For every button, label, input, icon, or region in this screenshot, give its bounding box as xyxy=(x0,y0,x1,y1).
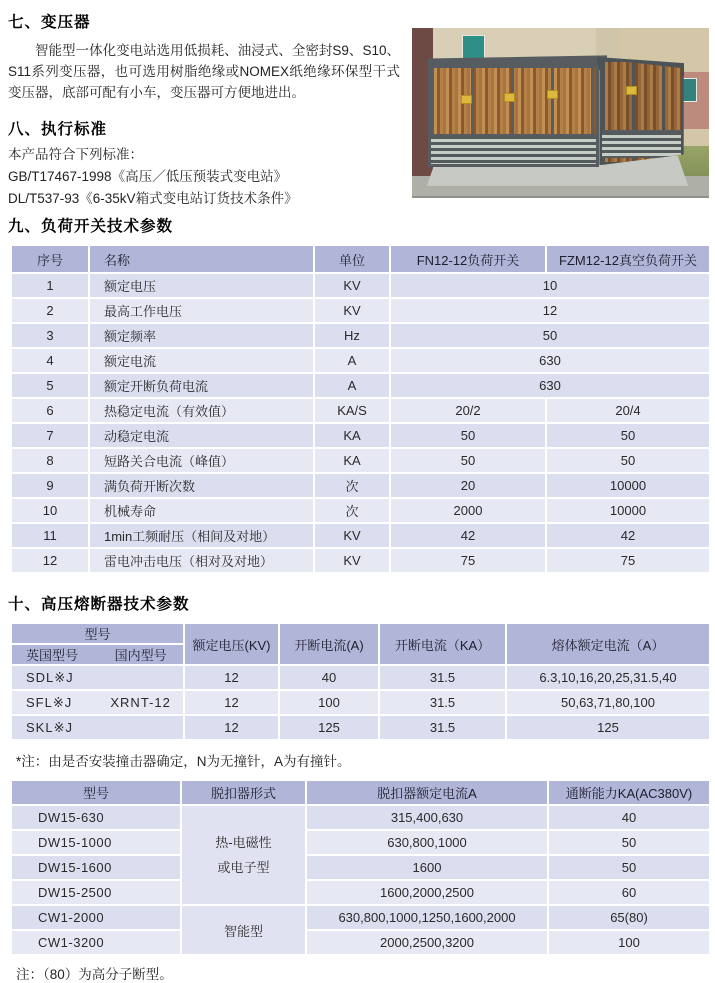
col-header-break-a: 开断电流(A) xyxy=(279,623,379,665)
cell-name: 动稳定电流 xyxy=(89,423,314,448)
cell-model: CW1-2000 xyxy=(11,905,181,930)
cell-current: 1600,2000,2500 xyxy=(306,880,548,905)
cell-model-uk: SKL※J xyxy=(26,719,73,735)
cell-value-merged: 50 xyxy=(390,323,710,348)
cell-no: 1 xyxy=(11,273,89,298)
cell-unit: KV xyxy=(314,273,390,298)
table-row xyxy=(11,690,710,715)
cell-capacity: 60 xyxy=(548,880,710,905)
table-row xyxy=(11,273,710,298)
table-row xyxy=(11,423,710,448)
cell-value-merged: 630 xyxy=(390,348,710,373)
table-header-row xyxy=(11,245,710,273)
cell-capacity: 50 xyxy=(548,830,710,855)
col-header-model-uk: 英国型号 xyxy=(26,648,79,663)
cell-no: 5 xyxy=(11,373,89,398)
photo-louver-vents xyxy=(431,134,596,165)
cell-voltage: 12 xyxy=(184,665,279,690)
col-header-fn: FN12-12负荷开关 xyxy=(390,245,546,273)
cell-name: 额定电流 xyxy=(89,348,314,373)
cell-current: 2000,2500,3200 xyxy=(306,930,548,955)
photo-warning-label xyxy=(547,90,558,99)
col-header-no: 序号 xyxy=(11,245,89,273)
table-row xyxy=(11,665,710,690)
standards-intro: 本产品符合下列标准： xyxy=(8,147,143,162)
cell-unit: 次 xyxy=(314,498,390,523)
cell-break-a: 40 xyxy=(279,665,379,690)
cell-break-ka: 31.5 xyxy=(379,665,506,690)
section7-paragraph: 智能型一体化变电站选用低损耗、油浸式、全密封S9、S10、S11系列变压器，也可选用树脂绝缘或NOMEX纸绝缘环保型干式变压器，底部可配有小车，变压器可方便地进出。 xyxy=(8,43,400,100)
cell-value-merged: 12 xyxy=(390,298,710,323)
section9-title: 九、负荷开关技术参数 xyxy=(8,218,174,235)
cell-fzm-value: 50 xyxy=(546,423,710,448)
photo-cabinet-side xyxy=(599,59,683,165)
cell-no: 2 xyxy=(11,298,89,323)
cell-model xyxy=(11,665,184,690)
table-row xyxy=(11,348,710,373)
cell-fzm-value: 75 xyxy=(546,548,710,573)
load-switch-table xyxy=(10,244,711,574)
table-row xyxy=(11,398,710,423)
cell-melt-current: 125 xyxy=(506,715,710,740)
cell-no: 6 xyxy=(11,398,89,423)
cell-name: 短路关合电流（峰值） xyxy=(89,448,314,473)
cell-melt-current: 50,63,71,80,100 xyxy=(506,690,710,715)
photo-cabinet xyxy=(428,57,683,168)
cell-voltage: 12 xyxy=(184,715,279,740)
table-row xyxy=(11,548,710,573)
table-row xyxy=(11,448,710,473)
standard-line-1: GB/T17467-1998《高压／低压预装式变电站》 xyxy=(8,169,288,184)
cell-no: 7 xyxy=(11,423,89,448)
cell-name: 额定开断负荷电流 xyxy=(89,373,314,398)
col-header-model: 型号 xyxy=(11,780,181,805)
cell-model-cn xyxy=(98,670,183,686)
table-row xyxy=(11,323,710,348)
col-header-voltage: 额定电压(KV) xyxy=(184,623,279,665)
col-header-melt: 熔体额定电流（A） xyxy=(506,623,710,665)
table-row xyxy=(11,523,710,548)
col-header-capacity: 通断能力KA(AC380V) xyxy=(548,780,710,805)
breaker-table-note: 注：（80）为高分子断型。 xyxy=(16,967,173,982)
top-left-text xyxy=(6,6,404,210)
table-row xyxy=(11,298,710,323)
cell-name: 额定电压 xyxy=(89,273,314,298)
table-row xyxy=(11,905,710,930)
cell-unit: 次 xyxy=(314,473,390,498)
cell-no: 9 xyxy=(11,473,89,498)
cell-name: 最高工作电压 xyxy=(89,298,314,323)
cell-name: 额定频率 xyxy=(89,323,314,348)
cell-capacity: 40 xyxy=(548,805,710,830)
cell-break-a: 100 xyxy=(279,690,379,715)
col-header-break-ka: 开断电流（KA） xyxy=(379,623,506,665)
table-row xyxy=(11,855,710,880)
cell-melt-current: 6.3,10,16,20,25,31.5,40 xyxy=(506,665,710,690)
cell-no: 8 xyxy=(11,448,89,473)
col-header-name: 名称 xyxy=(89,245,314,273)
table-row xyxy=(11,930,710,955)
top-section xyxy=(6,6,709,210)
fuse-table-note: *注：由是否安装撞击器确定，N为无撞针，A为有撞针。 xyxy=(16,754,351,769)
col-header-unit: 单位 xyxy=(314,245,390,273)
col-header-model-cn: 国内型号 xyxy=(114,648,167,663)
cell-no: 10 xyxy=(11,498,89,523)
table-header-row xyxy=(11,780,710,805)
cell-name: 满负荷开断次数 xyxy=(89,473,314,498)
cell-value-merged: 10 xyxy=(390,273,710,298)
photo-louver-vents xyxy=(602,130,680,158)
cell-unit: KA xyxy=(314,448,390,473)
cell-voltage: 12 xyxy=(184,690,279,715)
trip-type-line2: 或电子型 xyxy=(217,860,270,875)
section7-title: 七、变压器 xyxy=(8,14,91,31)
photo-cabinet-front xyxy=(428,65,599,167)
cell-model: DW15-1600 xyxy=(11,855,181,880)
table-row xyxy=(11,373,710,398)
cell-no: 11 xyxy=(11,523,89,548)
table-row xyxy=(11,473,710,498)
cell-fn-value: 20/2 xyxy=(390,398,546,423)
col-header-current: 脱扣器额定电流A xyxy=(306,780,548,805)
cell-model xyxy=(11,690,184,715)
cell-current: 315,400,630 xyxy=(306,805,548,830)
substation-photo xyxy=(412,28,709,198)
cell-fzm-value: 42 xyxy=(546,523,710,548)
cell-capacity: 50 xyxy=(548,855,710,880)
section8-title: 八、执行标准 xyxy=(8,121,108,138)
cell-capacity: 100 xyxy=(548,930,710,955)
cell-model: DW15-2500 xyxy=(11,880,181,905)
cell-model-uk: SDL※J xyxy=(26,669,74,685)
table-row xyxy=(11,805,710,830)
cell-unit: KV xyxy=(314,298,390,323)
cell-current: 1600 xyxy=(306,855,548,880)
cell-fn-value: 2000 xyxy=(390,498,546,523)
cell-unit: Hz xyxy=(314,323,390,348)
table-row xyxy=(11,498,710,523)
cell-model: DW15-630 xyxy=(11,805,181,830)
cell-unit: KA/S xyxy=(314,398,390,423)
cell-fzm-value: 20/4 xyxy=(546,398,710,423)
cell-model: DW15-1000 xyxy=(11,830,181,855)
cell-name: 机械寿命 xyxy=(89,498,314,523)
cell-no: 4 xyxy=(11,348,89,373)
cell-trip-type-merged: 智能型 xyxy=(181,905,306,955)
cell-break-ka: 31.5 xyxy=(379,715,506,740)
table-header-row xyxy=(11,623,710,644)
cell-trip-type-merged xyxy=(181,805,306,905)
cell-unit: KV xyxy=(314,523,390,548)
col-header-model: 型号 xyxy=(11,623,184,644)
cell-no: 12 xyxy=(11,548,89,573)
table-row xyxy=(11,880,710,905)
breaker-table xyxy=(10,779,711,956)
cell-model-uk: SFL※J xyxy=(26,694,73,710)
trip-type-line1: 热-电磁性 xyxy=(215,835,272,850)
col-header-model-sub xyxy=(11,644,184,665)
cell-model: CW1-3200 xyxy=(11,930,181,955)
cell-fn-value: 50 xyxy=(390,448,546,473)
cell-current: 630,800,1000 xyxy=(306,830,548,855)
fuse-table xyxy=(10,622,711,741)
cell-name: 热稳定电流（有效值） xyxy=(89,398,314,423)
cell-value-merged: 630 xyxy=(390,373,710,398)
cell-name: 1min工频耐压（相间及对地） xyxy=(89,523,314,548)
cell-fzm-value: 10000 xyxy=(546,498,710,523)
cell-break-a: 125 xyxy=(279,715,379,740)
cell-fzm-value: 50 xyxy=(546,448,710,473)
cell-model-cn xyxy=(98,720,183,736)
cell-name: 雷电冲击电压（相对及对地） xyxy=(89,548,314,573)
cell-capacity: 65(80) xyxy=(548,905,710,930)
cell-unit: A xyxy=(314,348,390,373)
cell-fn-value: 75 xyxy=(390,548,546,573)
cell-no: 3 xyxy=(11,323,89,348)
col-header-fzm: FZM12-12真空负荷开关 xyxy=(546,245,710,273)
cell-unit: KA xyxy=(314,423,390,448)
cell-current: 630,800,1000,1250,1600,2000 xyxy=(306,905,548,930)
cell-fn-value: 42 xyxy=(390,523,546,548)
cell-model xyxy=(11,715,184,740)
cell-break-ka: 31.5 xyxy=(379,690,506,715)
table-row xyxy=(11,715,710,740)
cell-unit: A xyxy=(314,373,390,398)
col-header-trip: 脱扣器形式 xyxy=(181,780,306,805)
photo-warning-label xyxy=(461,95,472,104)
standard-line-2: DL/T537-93《6-35kV箱式变电站订货技术条件》 xyxy=(8,191,298,206)
cell-model-cn: XRNT-12 xyxy=(110,694,171,710)
section10-title: 十、高压熔断器技术参数 xyxy=(8,596,190,613)
cell-fn-value: 20 xyxy=(390,473,546,498)
table-row xyxy=(11,830,710,855)
photo-warning-label xyxy=(504,93,515,102)
photo-warning-label xyxy=(626,86,637,95)
cell-fn-value: 50 xyxy=(390,423,546,448)
cell-fzm-value: 10000 xyxy=(546,473,710,498)
cell-unit: KV xyxy=(314,548,390,573)
